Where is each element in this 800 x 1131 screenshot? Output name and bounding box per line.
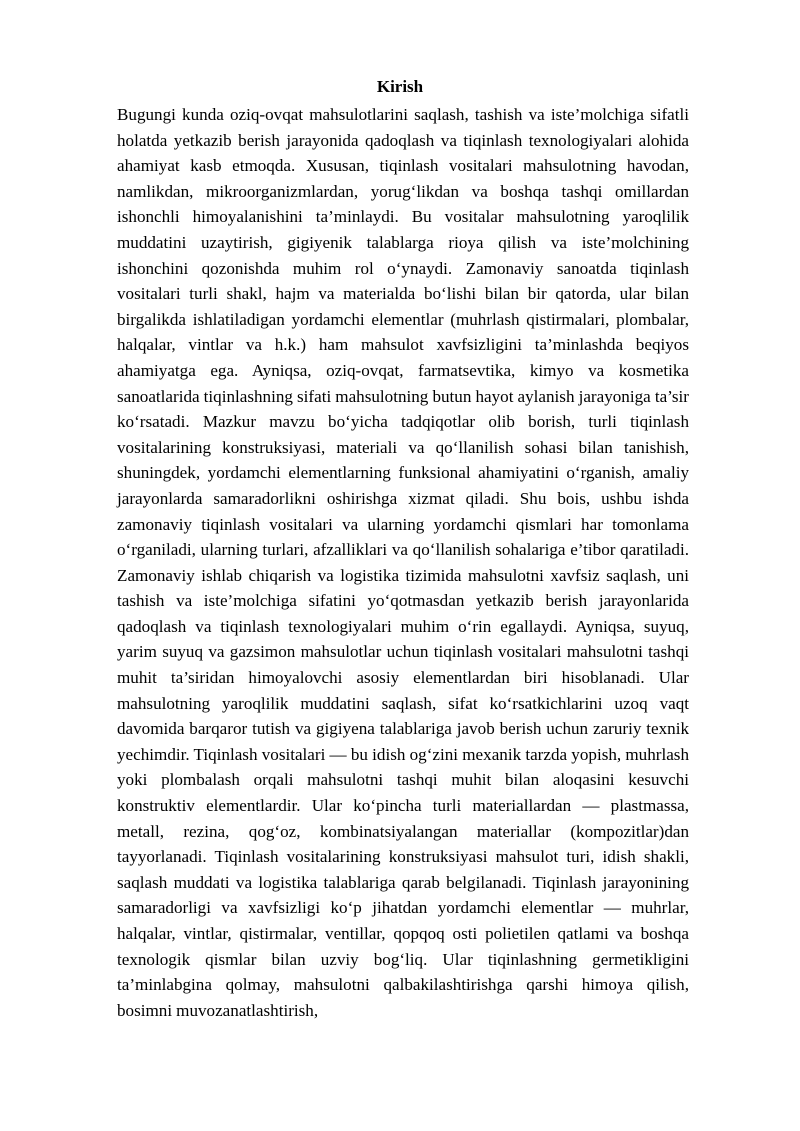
section-heading: Kirish	[376, 77, 424, 96]
body-paragraph: Bugungi kunda oziq-ovqat mahsulotlarini saqlash, tashish va iste’molchiga sifatli holatda yetkazib berish jarayonida qadoqlash va tiqinlash texnologiyalari alohida ahamiyat kasb etmoqda. Xususan, tiqinlash vositalari mahsulotning havodan, namlikdan, mikroorganizmlardan, yorug‘likdan va boshqa tashqi omillardan ishonchli himoyalanishini ta’minlaydi. Bu vositalar mahsulotning yaroqlilik muddatini uzaytirish, gigiyenik talablarga rioya qilish va iste’molchining ishonchini qozonishda muhim rol o‘ynaydi. Zamonaviy sanoatda tiqinlash vositalari turli shakl, hajm va materialda bo‘lishi bilan bir qatorda, ular bilan birgalikda ishlatiladigan yordamchi elementlar (muhrlash qistirmalari, plombalar, halqalar, vintlar va h.k.) ham mahsulot xavfsizligini ta’minlashda beqiyos ahamiyatga ega. Ayniqsa, oziq-ovqat, farmatsevtika, kimyo va kosmetika sanoatlarida tiqinlashning sifati mahsulotning butun hayot aylanish jarayoniga ta’sir ko‘rsatadi. Mazkur mavzu bo‘yicha tadqiqotlar olib borish, turli tiqinlash vositalarining konstruksiyasi, materiali va qo‘llanilish sohasi bilan tanishish, shuningdek, yordamchi elementlarning funksional ahamiyatini o‘rganish, amaliy jarayonlarda samaradorlikni oshirishga xizmat qiladi. Shu bois, ushbu ishda zamonaviy tiqinlash vositalari va ularning yordamchi qismlari har tomonlama o‘rganiladi, ularning turlari, afzalliklari va qo‘llanilish sohalariga e’tibor qaratiladi. Zamonaviy ishlab chiqarish va logistika tizimida mahsulotni xavfsiz saqlash, uni tashish va iste’molchiga sifatini yo‘qotmasdan yetkazib berish jarayonlarida qadoqlash va tiqinlash texnologiyalari muhim o‘rin egallaydi. Ayniqsa, suyuq, yarim suyuq va gazsimon mahsulotlar uchun tiqinlash vositalari mahsulotni tashqi muhit ta’siridan himoyalovchi asosiy elementlardan biri hisoblanadi. Ular mahsulotning yaroqlilik muddatini saqlash, sifat ko‘rsatkichlarini uzoq vaqt davomida barqaror tutish va gigiyena talablariga javob berish uchun zaruriy texnik yechimdir. Tiqinlash vositalari — bu idish og‘zini mexanik tarzda yopish, muhrlash yoki plombalash orqali mahsulotni tashqi muhit bilan aloqasini kesuvchi konstruktiv elementlardir. Ular ko‘pincha turli materiallardan — plastmassa, metall, rezina, qog‘oz, kombinatsiyalangan materiallar (kompozitlar)dan tayyorlanadi. Tiqinlash vositalarining konstruksiyasi mahsulot turi, idish shakli, saqlash muddati va logistika talablariga qarab belgilanadi. Tiqinlash jarayonining samaradorligi va xavfsizligi ko‘p jihatdan yordamchi elementlar — muhrlar, halqalar, vintlar, qistirmalar, ventillar, qopqoq osti polietilen qatlami va boshqa texnologik qismlar bilan uzviy bog‘liq. Ular tiqinlashning germetikligini ta’minlabgina qolmay, mahsulotni qalbakilashtirishga qarshi himoya qilish, bosimni muvozanatlashtirish,	[117, 105, 689, 1020]
